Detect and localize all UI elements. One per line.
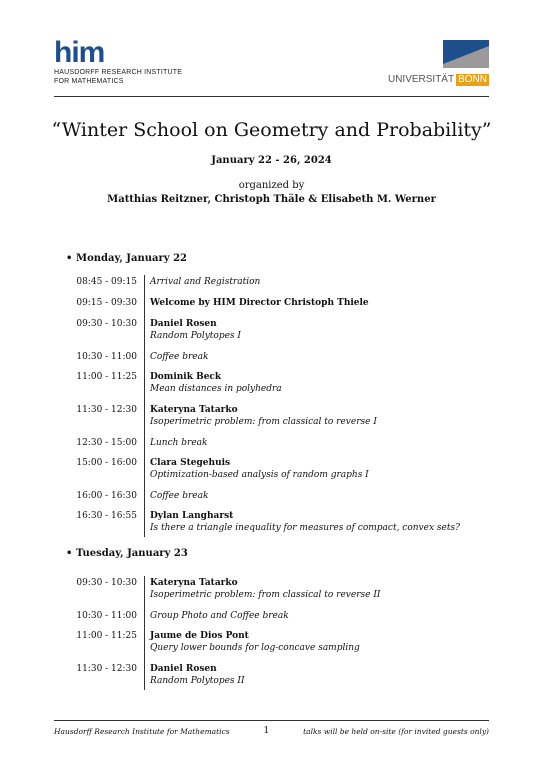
footer-divider <box>54 720 489 721</box>
row-speaker: Clara Stegehuis <box>150 458 231 468</box>
schedule-row <box>66 662 496 690</box>
row-speaker: Dylan Langharst <box>150 511 234 521</box>
schedule-row <box>66 296 496 317</box>
day-tuesday <box>66 547 496 690</box>
uni-bonn-logo <box>379 40 489 86</box>
schedule-row <box>66 456 496 489</box>
page-footer <box>54 726 489 736</box>
day-heading-text: Tuesday, January 23 <box>76 548 188 559</box>
page-number: 1 <box>263 726 270 736</box>
row-talk-title: Query lower bounds for log-concave sampling <box>150 643 360 653</box>
schedule-row <box>66 609 496 629</box>
row-talk-title: Isoperimetric problem: from classical to reverse II <box>150 590 381 600</box>
schedule-row <box>66 370 496 403</box>
schedule-divider <box>144 275 145 537</box>
row-speaker: Kateryna Tatarko <box>150 578 238 588</box>
uni-bonn-word: UNIVERSITÄT <box>387 74 455 85</box>
day-heading <box>66 252 496 265</box>
row-time: 16:00 - 16:30 <box>76 491 137 501</box>
row-talk-title: Mean distances in polyhedra <box>150 384 282 394</box>
title-block <box>0 118 543 206</box>
page-header <box>54 38 489 96</box>
schedule-row <box>66 576 496 609</box>
schedule-row <box>66 509 496 537</box>
row-time: 11:00 - 11:25 <box>76 372 137 382</box>
bullet-icon: • <box>66 253 73 264</box>
row-time: 08:45 - 09:15 <box>76 277 137 287</box>
uni-bonn-city: BONN <box>458 74 487 85</box>
him-logo <box>54 38 182 86</box>
schedule-row <box>66 275 496 296</box>
schedule-row <box>66 350 496 370</box>
row-talk-title: Isoperimetric problem: from classical to reverse I <box>150 417 377 427</box>
uni-bonn-emblem-icon <box>443 40 489 68</box>
row-time: 09:30 - 10:30 <box>76 319 137 329</box>
schedule-row <box>66 436 496 456</box>
row-talk-title: Random Polytopes II <box>150 676 245 686</box>
row-time: 11:30 - 12:30 <box>76 405 137 415</box>
row-time: 12:30 - 15:00 <box>76 438 137 448</box>
row-speaker: Kateryna Tatarko <box>150 405 238 415</box>
schedule-divider <box>144 576 145 690</box>
row-speaker: Jaume de Dios Pont <box>150 631 249 641</box>
him-logo-mark: him <box>54 36 105 69</box>
schedule <box>66 576 496 690</box>
row-speaker: Dominik Beck <box>150 372 222 382</box>
organizers: Matthias Reitzner, Christoph Thäle & Elisabeth M. Werner <box>107 194 436 205</box>
schedule-row <box>66 317 496 350</box>
footer-institute: Hausdorff Research Institute for Mathematics <box>54 726 230 736</box>
row-text: Coffee break <box>150 352 209 362</box>
footer-note: talks will be held on-site (for invited guests only) <box>303 726 489 736</box>
row-talk-title: Optimization-based analysis of random graphs I <box>150 470 369 480</box>
row-time: 10:30 - 11:00 <box>76 611 137 621</box>
row-time: 10:30 - 11:00 <box>76 352 137 362</box>
row-time: 16:30 - 16:55 <box>76 511 137 521</box>
schedule-row <box>66 629 496 662</box>
day-monday <box>66 252 496 537</box>
day-heading-text: Monday, January 22 <box>76 253 188 264</box>
row-text: Arrival and Registration <box>150 277 261 287</box>
row-time: 09:30 - 10:30 <box>76 578 137 588</box>
row-text: Coffee break <box>150 491 209 501</box>
document-title: “Winter School on Geometry and Probability” <box>51 119 492 141</box>
row-talk-title: Is there a triangle inequality for measures of compact, convex sets? <box>150 523 460 533</box>
bullet-icon: • <box>66 548 73 559</box>
row-time: 11:00 - 11:25 <box>76 631 137 641</box>
row-text: Group Photo and Coffee break <box>150 611 289 621</box>
organized-by-label: organized by <box>238 180 305 191</box>
row-time: 09:15 - 09:30 <box>76 298 137 308</box>
day-heading <box>66 547 496 560</box>
row-time: 11:30 - 12:30 <box>76 664 137 674</box>
row-time: 15:00 - 16:00 <box>76 458 137 468</box>
schedule-row <box>66 403 496 436</box>
header-divider <box>54 96 489 97</box>
row-speaker: Daniel Rosen <box>150 664 217 674</box>
event-dates: January 22 - 26, 2024 <box>211 155 332 166</box>
him-logo-line1: HAUSDORFF RESEARCH INSTITUTE <box>54 69 183 76</box>
him-logo-line2: FOR MATHEMATICS <box>54 78 124 85</box>
schedule-row <box>66 489 496 509</box>
row-text: Welcome by HIM Director Christoph Thiele <box>150 298 369 308</box>
row-talk-title: Random Polytopes I <box>150 331 241 341</box>
schedule <box>66 275 496 537</box>
row-speaker: Daniel Rosen <box>150 319 217 329</box>
row-text: Lunch break <box>150 438 208 448</box>
